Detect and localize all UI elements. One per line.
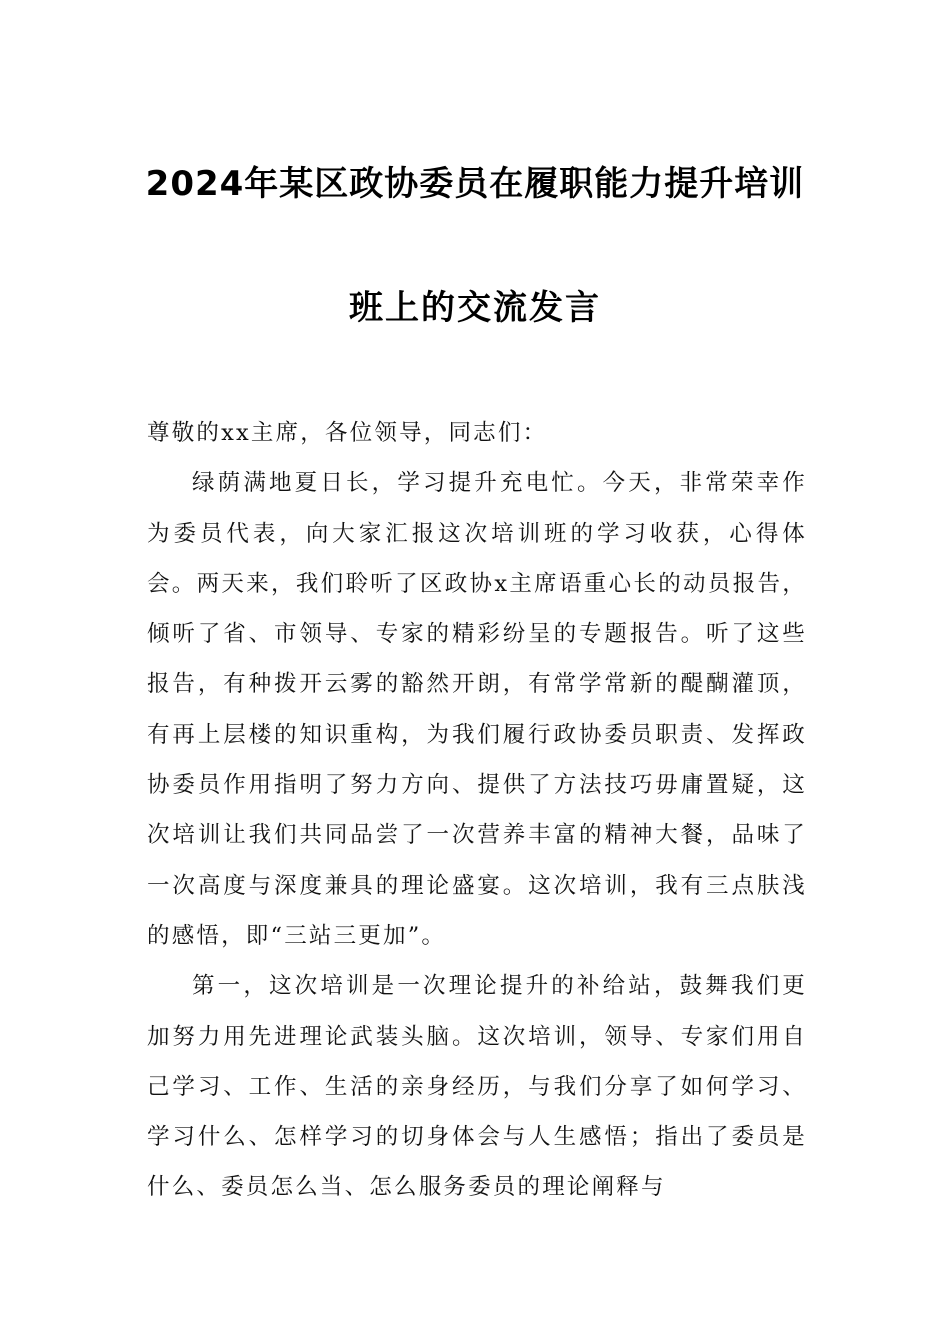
body-paragraph: 第一，这次培训是一次理论提升的补给站，鼓舞我们更加努力用先进理论武装头脑。这次培训，领导、专家们用自己学习、工作、生活的亲身经历，与我们分享了如何学习、学习什么、怎样学习的切身体会与人生感悟；指出了委员是什么、委员怎么当、怎么服务委员的理论阐释与: [147, 973, 807, 1201]
document-body: [147, 408, 807, 1213]
document-title-line-1: 2024年某区政协委员在履职能力提升培训: [145, 164, 805, 204]
salutation: 尊敬的xx主席，各位领导，同志们：: [147, 420, 548, 446]
body-paragraph: 绿荫满地夏日长，学习提升充电忙。今天，非常荣幸作为委员代表，向大家汇报这次培训班的学习收获，心得体会。两天来，我们聆听了区政协x主席语重心长的动员报告，倾听了省、市领导、专家的精彩纷呈的专题报告。听了这些报告，有种拨开云雾的豁然开朗，有常学常新的醍醐灌顶，有再上层楼的知识重构，为我们履行政协委员职责、发挥政协委员作用指明了努力方向、提供了方法技巧毋庸置疑，这次培训让我们共同品尝了一次营养丰富的精神大餐，品味了一次高度与深度兼具的理论盛宴。这次培训，我有三点肤浅的感悟，即“三站三更加”。: [147, 470, 807, 949]
document-title-line-2: 班上的交流发言: [349, 288, 601, 328]
